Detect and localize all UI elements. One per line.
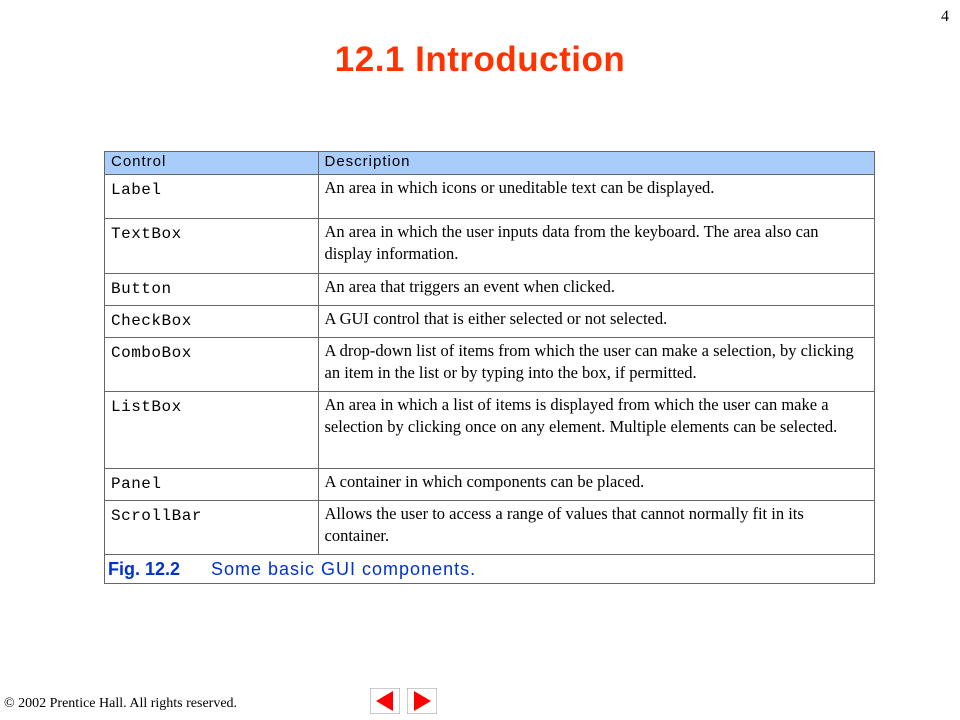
control-name: ListBox [105,392,318,469]
control-description: An area that triggers an event when clicked. [318,274,874,306]
previous-slide-button[interactable] [370,688,400,714]
table-row [105,306,874,338]
table-row [105,274,874,306]
control-name: TextBox [105,219,318,274]
control-description: A GUI control that is either selected or not selected. [318,306,874,338]
control-description: Allows the user to access a range of values that cannot normally fit in its container. [318,501,874,555]
control-name: ScrollBar [105,501,318,555]
page-number: 4 [941,8,949,25]
right-arrow-icon [407,688,437,714]
column-header-control: Control [105,152,318,175]
figure-label: Fig. 12.2 [108,558,181,579]
table-header-row [105,152,874,175]
control-description: A container in which components can be placed. [318,469,874,501]
control-name: Label [105,175,318,219]
control-description: An area in which the user inputs data from the keyboard. The area also can display information. [318,219,874,274]
components-table [104,151,875,584]
table-row [105,501,874,555]
control-description: A drop-down list of items from which the user can make a selection, by clicking an item in the list or by typing into the box, if permitted. [318,338,874,392]
next-slide-button[interactable] [407,688,437,714]
control-description: An area in which icons or uneditable text can be displayed. [318,175,874,219]
table-row [105,219,874,274]
table-row [105,338,874,392]
table-row [105,392,874,469]
control-name: ComboBox [105,338,318,392]
control-name: Button [105,274,318,306]
column-header-description: Description [318,152,874,175]
copyright-notice: © 2002 Prentice Hall. All rights reserved. [4,696,238,711]
table-row [105,469,874,501]
figure-caption-text: Some basic GUI components. [211,558,477,579]
figure-caption [105,555,874,583]
slide-title: 12.1 Introduction [334,40,626,79]
control-description: An area in which a list of items is displayed from which the user can make a selection by clicking once on any element. Multiple elements can be selected. [318,392,874,469]
left-arrow-icon [370,688,400,714]
table-row [105,175,874,219]
control-name: CheckBox [105,306,318,338]
control-name: Panel [105,469,318,501]
table [105,152,874,555]
